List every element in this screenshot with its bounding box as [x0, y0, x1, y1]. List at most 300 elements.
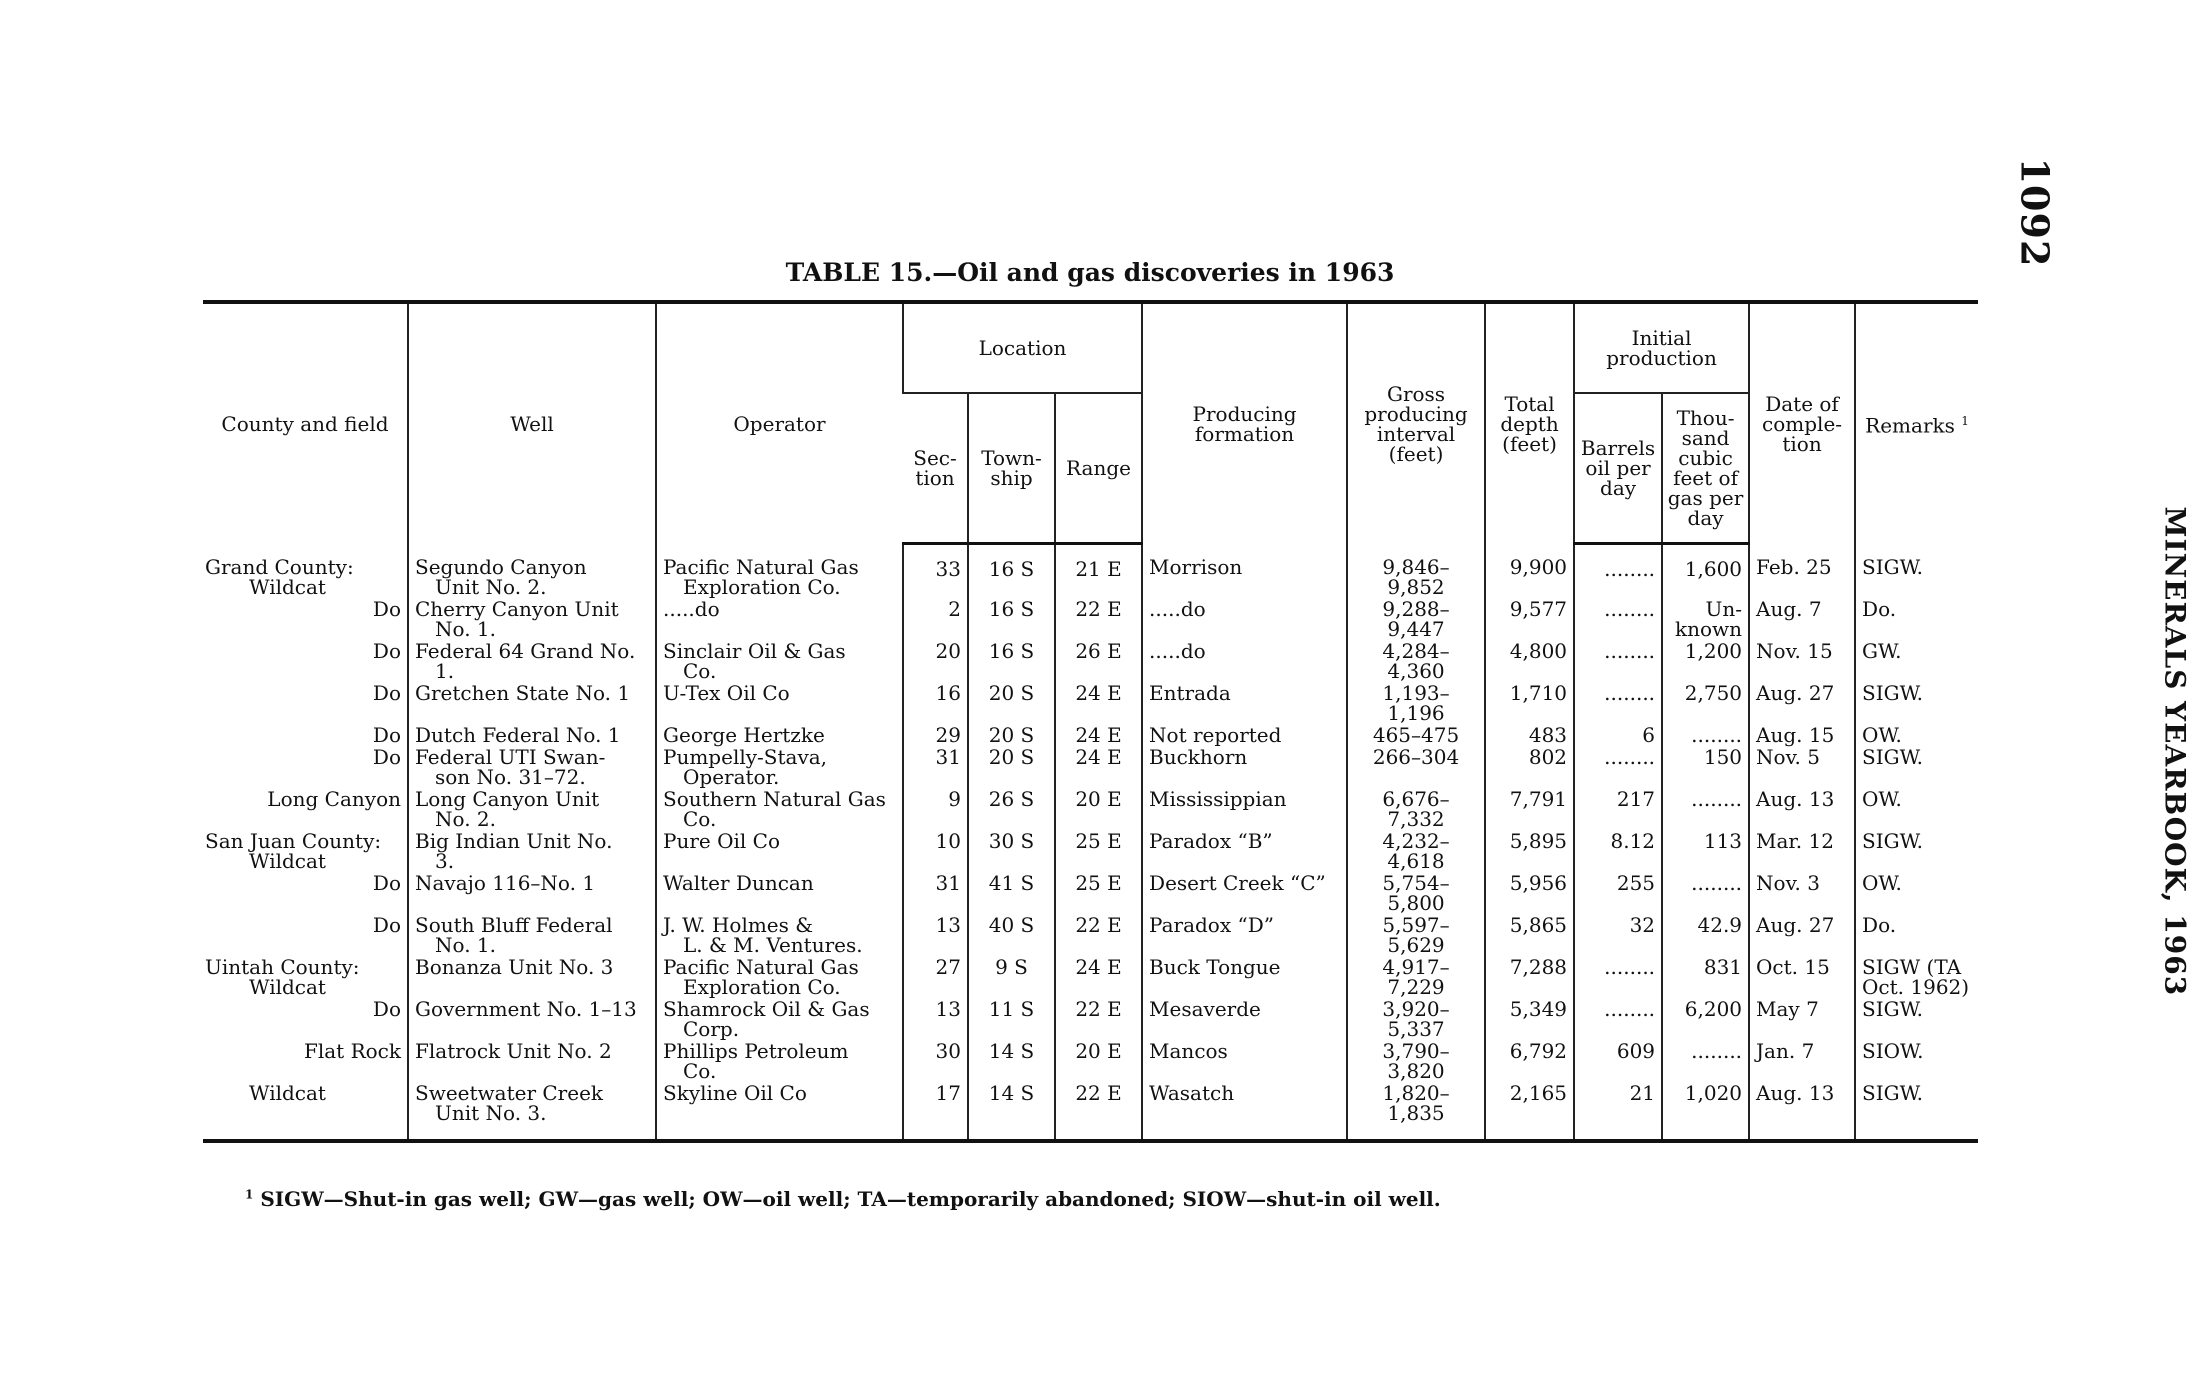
operator-cell: [656, 956, 903, 998]
township-cell: [968, 788, 1055, 830]
remarks-cell: [1855, 543, 1978, 598]
operator-name: Pure Oil Co: [663, 829, 780, 853]
header-operator: Operator: [656, 302, 903, 543]
footnote-mark: 1: [245, 1187, 254, 1202]
county-name: Uintah County:: [205, 955, 360, 979]
barrels-value: ........: [1604, 745, 1656, 769]
operator-cell: [656, 914, 903, 956]
interval-value: 5,754–5,800: [1382, 871, 1450, 915]
range-cell: [1055, 598, 1142, 640]
township-cell-value: 20 S: [988, 723, 1035, 747]
barrels-cell: [1574, 682, 1662, 724]
county-field-cell: [203, 724, 408, 746]
well-cell: [408, 1082, 656, 1141]
operator-cell: [656, 1040, 903, 1082]
remarks-cell: [1855, 872, 1978, 914]
well-name: Federal 64 Grand No.: [415, 639, 636, 663]
date-cell: [1749, 830, 1855, 872]
township-cell-value: 16 S: [988, 639, 1035, 663]
interval-cell: [1347, 682, 1485, 724]
interval-cell: [1347, 956, 1485, 998]
formation-value: .....do: [1149, 639, 1206, 663]
barrels-value: ........: [1604, 639, 1656, 663]
operator-cell: [656, 998, 903, 1040]
operator-cell: [656, 724, 903, 746]
well-cell: [408, 746, 656, 788]
operator-name: Pacific Natural Gas: [663, 955, 859, 979]
well-cell: [408, 598, 656, 640]
formation-cell: [1142, 598, 1347, 640]
depth-cell: [1485, 830, 1574, 872]
well-name-cont: No. 2.: [435, 807, 496, 831]
operator-name-cont: Co.: [683, 1059, 717, 1083]
barrels-value: 217: [1616, 787, 1656, 811]
operator-name: .....do: [663, 597, 720, 621]
remarks-cell: [1855, 640, 1978, 682]
interval-cell: [1347, 872, 1485, 914]
field-name: Do: [372, 871, 401, 895]
township-cell-value: 41 S: [988, 871, 1035, 895]
remarks-cell: [1855, 682, 1978, 724]
field-name: Do: [372, 597, 401, 621]
remarks-value: SIGW.: [1862, 745, 1924, 769]
running-head: MINERALS YEARBOOK, 1963: [2158, 506, 2192, 997]
section-cell-value: 17: [935, 1081, 961, 1105]
remarks-cell: [1855, 746, 1978, 788]
header-location: Location: [903, 302, 1142, 393]
township-cell-value: 9 S: [995, 955, 1028, 979]
well-name: Bonanza Unit No. 3: [415, 955, 614, 979]
formation-cell: [1142, 640, 1347, 682]
section-cell: [903, 998, 968, 1040]
gas-value: ........: [1691, 1039, 1743, 1063]
gas-value: ........: [1691, 787, 1743, 811]
header-formation: Producing formation: [1142, 302, 1347, 543]
township-cell: [968, 998, 1055, 1040]
remarks-value: OW.: [1862, 871, 1902, 895]
township-cell-value: 16 S: [988, 556, 1035, 581]
operator-cell: [656, 1082, 903, 1141]
depth-cell: [1485, 914, 1574, 956]
well-cell: [408, 956, 656, 998]
interval-cell: [1347, 598, 1485, 640]
well-name: Gretchen State No. 1: [415, 681, 631, 705]
interval-cell: [1347, 788, 1485, 830]
county-field-cell: [203, 956, 408, 998]
township-cell: [968, 543, 1055, 598]
operator-cell: [656, 543, 903, 598]
section-cell-value: 13: [935, 997, 961, 1021]
depth-cell: [1485, 746, 1574, 788]
township-cell: [968, 598, 1055, 640]
depth-value: 1,710: [1509, 681, 1568, 705]
township-cell-value: 14 S: [988, 1081, 1035, 1105]
barrels-cell: [1574, 998, 1662, 1040]
operator-name: Pacific Natural Gas: [663, 555, 859, 579]
range-cell-value: 26 E: [1075, 639, 1122, 663]
section-cell-value: 16: [935, 681, 961, 705]
well-cell: [408, 872, 656, 914]
formation-cell: [1142, 998, 1347, 1040]
section-cell: [903, 1082, 968, 1141]
section-cell-value: 27: [935, 955, 961, 979]
well-name: Navajo 116–No. 1: [415, 871, 596, 895]
formation-value: .....do: [1149, 597, 1206, 621]
gas-cell: [1662, 872, 1749, 914]
range-cell: [1055, 998, 1142, 1040]
well-name-cont: No. 1.: [435, 933, 496, 957]
well-name-cont: 3.: [435, 849, 455, 873]
interval-cell: [1347, 1040, 1485, 1082]
interval-cell: [1347, 640, 1485, 682]
barrels-cell: [1574, 724, 1662, 746]
gas-cell: [1662, 998, 1749, 1040]
range-cell-value: 22 E: [1075, 997, 1122, 1021]
operator-name-cont: Co.: [683, 659, 717, 683]
gas-value: 2,750: [1684, 681, 1743, 705]
township-cell: [968, 956, 1055, 998]
remarks-value: Do.: [1862, 913, 1897, 937]
gas-cell: [1662, 640, 1749, 682]
range-cell: [1055, 640, 1142, 682]
formation-cell: [1142, 1082, 1347, 1141]
township-cell: [968, 724, 1055, 746]
county-field-cell: [203, 914, 408, 956]
barrels-cell: [1574, 543, 1662, 598]
formation-value: Not reported: [1149, 723, 1282, 747]
barrels-cell: [1574, 1040, 1662, 1082]
gas-cell: [1662, 830, 1749, 872]
interval-cell: [1347, 724, 1485, 746]
header-remarks-label: Remarks: [1865, 413, 1955, 438]
date-value: Aug. 27: [1756, 913, 1835, 937]
well-name: Cherry Canyon Unit: [415, 597, 619, 621]
township-cell: [968, 746, 1055, 788]
date-cell: [1749, 1040, 1855, 1082]
depth-cell: [1485, 682, 1574, 724]
depth-cell: [1485, 1040, 1574, 1082]
range-cell-value: 22 E: [1075, 597, 1122, 621]
field-name: Wildcat: [249, 575, 326, 599]
remarks-value: SIGW (TA Oct. 1962): [1862, 955, 1970, 999]
date-value: Aug. 13: [1756, 787, 1835, 811]
page-number: 1092: [2012, 157, 2058, 268]
operator-cell: [656, 598, 903, 640]
remarks-cell: [1855, 998, 1978, 1040]
header-range: Range: [1055, 393, 1142, 543]
depth-cell: [1485, 1082, 1574, 1141]
date-value: Nov. 3: [1756, 871, 1820, 895]
depth-cell: [1485, 956, 1574, 998]
date-value: Jan. 7: [1756, 1039, 1815, 1063]
operator-name: Southern Natural Gas: [663, 787, 886, 811]
section-cell-value: 9: [948, 787, 961, 811]
interval-value: 4,917–7,229: [1382, 955, 1450, 999]
header-gas: Thou-sand cubic feet of gas per day: [1662, 393, 1749, 543]
range-cell-value: 22 E: [1075, 913, 1122, 937]
section-cell: [903, 746, 968, 788]
date-cell: [1749, 640, 1855, 682]
interval-cell: [1347, 1082, 1485, 1141]
well-name: Segundo Canyon: [415, 555, 587, 579]
section-cell-value: 10: [935, 829, 961, 853]
barrels-cell: [1574, 872, 1662, 914]
operator-name: Pumpelly-Stava,: [663, 745, 828, 769]
remarks-cell: [1855, 1082, 1978, 1141]
interval-value: 9,288–9,447: [1382, 597, 1450, 641]
interval-cell: [1347, 998, 1485, 1040]
formation-value: Mesaverde: [1149, 997, 1261, 1021]
operator-name: Skyline Oil Co: [663, 1081, 807, 1105]
interval-value: 266–304: [1372, 745, 1460, 769]
field-name: Wildcat: [249, 975, 326, 999]
table-row: [203, 956, 1978, 998]
county-field-cell: [203, 640, 408, 682]
remarks-cell: [1855, 598, 1978, 640]
date-value: Oct. 15: [1756, 955, 1830, 979]
range-cell-value: 24 E: [1075, 681, 1122, 705]
well-name: Flatrock Unit No. 2: [415, 1039, 612, 1063]
remarks-cell: [1855, 788, 1978, 830]
gas-value: 1,020: [1684, 1081, 1743, 1105]
section-cell: [903, 682, 968, 724]
gas-value: 150: [1703, 745, 1743, 769]
operator-name: U-Tex Oil Co: [663, 681, 790, 705]
gas-cell: [1662, 1040, 1749, 1082]
header-well: Well: [408, 302, 656, 543]
interval-value: 5,597–5,629: [1382, 913, 1450, 957]
remarks-value: SIGW.: [1862, 681, 1924, 705]
well-cell: [408, 788, 656, 830]
barrels-value: ........: [1604, 556, 1656, 581]
operator-name-cont: Operator.: [683, 765, 780, 789]
formation-value: Buck Tongue: [1149, 955, 1281, 979]
well-cell: [408, 914, 656, 956]
range-cell: [1055, 830, 1142, 872]
date-cell: [1749, 998, 1855, 1040]
barrels-cell: [1574, 1082, 1662, 1141]
remarks-value: SIGW.: [1862, 555, 1924, 579]
well-cell: [408, 724, 656, 746]
field-name: Do: [372, 913, 401, 937]
date-value: Nov. 15: [1756, 639, 1833, 663]
remarks-value: GW.: [1862, 639, 1902, 663]
date-value: Feb. 25: [1756, 555, 1832, 579]
remarks-value: SIGW.: [1862, 1081, 1924, 1105]
header-depth: Total depth (feet): [1485, 302, 1574, 543]
remarks-cell: [1855, 956, 1978, 998]
header-initial-production: Initial production: [1574, 302, 1749, 393]
well-name: Long Canyon Unit: [415, 787, 600, 811]
well-name: Dutch Federal No. 1: [415, 723, 621, 747]
depth-cell: [1485, 998, 1574, 1040]
remarks-value: SIGW.: [1862, 997, 1924, 1021]
township-cell: [968, 830, 1055, 872]
depth-value: 9,900: [1509, 555, 1568, 579]
section-cell: [903, 1040, 968, 1082]
gas-value: 1,600: [1684, 556, 1743, 581]
formation-value: Buckhorn: [1149, 745, 1248, 769]
barrels-cell: [1574, 914, 1662, 956]
barrels-cell: [1574, 598, 1662, 640]
date-cell: [1749, 788, 1855, 830]
township-cell-value: 20 S: [988, 681, 1035, 705]
discoveries-table: [203, 300, 1978, 1143]
barrels-value: 8.12: [1610, 829, 1656, 853]
section-cell-value: 20: [935, 639, 961, 663]
interval-value: 6,676–7,332: [1382, 787, 1450, 831]
range-cell-value: 24 E: [1075, 955, 1122, 979]
well-name: Government No. 1–13: [415, 997, 637, 1021]
header-barrels: Barrels oil per day: [1574, 393, 1662, 543]
county-field-cell: [203, 788, 408, 830]
operator-name: J. W. Holmes &: [663, 913, 814, 937]
barrels-cell: [1574, 956, 1662, 998]
barrels-cell: [1574, 746, 1662, 788]
well-name-cont: No. 1.: [435, 617, 496, 641]
barrels-value: ........: [1604, 955, 1656, 979]
depth-cell: [1485, 788, 1574, 830]
well-cell: [408, 682, 656, 724]
date-value: Aug. 13: [1756, 1081, 1835, 1105]
interval-value: 465–475: [1372, 723, 1460, 747]
well-cell: [408, 998, 656, 1040]
well-cell: [408, 640, 656, 682]
section-cell: [903, 640, 968, 682]
formation-cell: [1142, 543, 1347, 598]
depth-value: 6,792: [1509, 1039, 1568, 1063]
range-cell-value: 22 E: [1075, 1081, 1122, 1105]
county-name: Grand County:: [205, 555, 354, 579]
formation-value: Desert Creek “C”: [1149, 871, 1326, 895]
interval-value: 1,820–1,835: [1382, 1081, 1450, 1125]
date-cell: [1749, 682, 1855, 724]
range-cell-value: 24 E: [1075, 723, 1122, 747]
range-cell: [1055, 956, 1142, 998]
field-name: Wildcat: [249, 1081, 326, 1105]
field-name: Do: [372, 997, 401, 1021]
gas-value: 113: [1703, 829, 1743, 853]
operator-name-cont: Exploration Co.: [683, 975, 841, 999]
operator-cell: [656, 746, 903, 788]
date-value: Mar. 12: [1756, 829, 1834, 853]
well-name-cont: Unit No. 2.: [435, 575, 547, 599]
footnote-text: SIGW—Shut-in gas well; GW—gas well; OW—oil well; TA—temporarily abandoned; SIOW—shut-in oil well.: [260, 1187, 1441, 1211]
barrels-cell: [1574, 788, 1662, 830]
depth-value: 483: [1528, 723, 1568, 747]
date-value: Aug. 15: [1756, 723, 1835, 747]
operator-name-cont: Co.: [683, 807, 717, 831]
date-cell: [1749, 746, 1855, 788]
township-cell: [968, 682, 1055, 724]
operator-name: Walter Duncan: [663, 871, 814, 895]
header-section: Sec-tion: [903, 393, 968, 543]
township-cell-value: 11 S: [988, 997, 1035, 1021]
section-cell-value: 31: [935, 745, 961, 769]
well-cell: [408, 1040, 656, 1082]
operator-cell: [656, 640, 903, 682]
operator-name: Shamrock Oil & Gas: [663, 997, 870, 1021]
section-cell: [903, 914, 968, 956]
gas-value: 1,200: [1684, 639, 1743, 663]
depth-value: 9,577: [1509, 597, 1568, 621]
well-cell: [408, 830, 656, 872]
formation-cell: [1142, 724, 1347, 746]
table-row: [203, 1040, 1978, 1082]
range-cell-value: 25 E: [1075, 829, 1122, 853]
date-cell: [1749, 598, 1855, 640]
remarks-value: OW.: [1862, 787, 1902, 811]
range-cell-value: 20 E: [1075, 787, 1122, 811]
date-cell: [1749, 1082, 1855, 1141]
section-cell: [903, 598, 968, 640]
table-row: [203, 640, 1978, 682]
formation-cell: [1142, 914, 1347, 956]
section-cell-value: 33: [935, 556, 961, 581]
interval-value: 3,920–5,337: [1382, 997, 1450, 1041]
remarks-cell: [1855, 830, 1978, 872]
gas-value: 6,200: [1684, 997, 1743, 1021]
county-field-cell: [203, 998, 408, 1040]
township-cell-value: 40 S: [988, 913, 1035, 937]
table-row: [203, 746, 1978, 788]
township-cell: [968, 914, 1055, 956]
township-cell: [968, 640, 1055, 682]
gas-value: ........: [1691, 723, 1743, 747]
county-name: San Juan County:: [205, 829, 382, 853]
gas-cell: [1662, 1082, 1749, 1141]
date-cell: [1749, 956, 1855, 998]
gas-cell: [1662, 543, 1749, 598]
field-name: Wildcat: [249, 849, 326, 873]
formation-value: Morrison: [1149, 555, 1243, 579]
remarks-value: SIGW.: [1862, 829, 1924, 853]
section-cell: [903, 956, 968, 998]
field-name: Do: [372, 681, 401, 705]
table-row: [203, 914, 1978, 956]
interval-value: 1,193–1,196: [1382, 681, 1450, 725]
formation-value: Paradox “B”: [1149, 829, 1273, 853]
section-cell: [903, 543, 968, 598]
table-row: [203, 1082, 1978, 1141]
county-field-cell: [203, 598, 408, 640]
header-remarks-note: 1: [1961, 414, 1969, 429]
gas-cell: [1662, 598, 1749, 640]
township-cell: [968, 1082, 1055, 1141]
township-cell: [968, 872, 1055, 914]
date-value: Aug. 27: [1756, 681, 1835, 705]
header-county: County and field: [221, 411, 389, 436]
township-cell: [968, 1040, 1055, 1082]
gas-value: 831: [1703, 955, 1743, 979]
table-row: [203, 998, 1978, 1040]
well-name: Big Indian Unit No.: [415, 829, 613, 853]
formation-value: Paradox “D”: [1149, 913, 1274, 937]
gas-value: 42.9: [1697, 913, 1743, 937]
table-row: [203, 872, 1978, 914]
operator-name-cont: Corp.: [683, 1017, 740, 1041]
gas-cell: [1662, 724, 1749, 746]
township-cell-value: 20 S: [988, 745, 1035, 769]
date-value: Aug. 7: [1756, 597, 1822, 621]
barrels-value: 255: [1616, 871, 1656, 895]
gas-value: ........: [1691, 871, 1743, 895]
well-name: Sweetwater Creek: [415, 1081, 604, 1105]
interval-cell: [1347, 830, 1485, 872]
range-cell: [1055, 914, 1142, 956]
gas-cell: [1662, 746, 1749, 788]
remarks-value: Do.: [1862, 597, 1897, 621]
